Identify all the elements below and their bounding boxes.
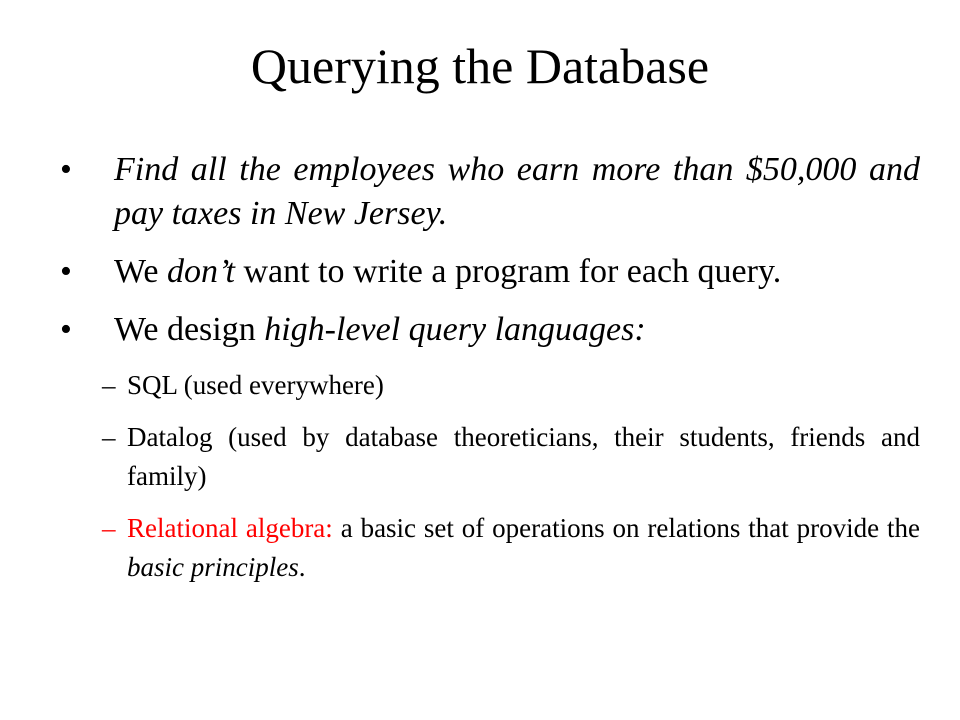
dash-icon: – <box>102 422 116 452</box>
bullet-query-languages <box>60 308 920 352</box>
sub-bullet-datalog <box>60 418 920 496</box>
bullet-text-end: want to write a program for each query. <box>234 253 782 290</box>
slide-title: Querying the Database <box>250 38 710 94</box>
bullet-icon: • <box>60 253 72 290</box>
sub-bullet-text-end: . <box>298 552 306 582</box>
bullet-text: Find all the employees who earn more than $50,000 and pay taxes in New Jersey. <box>114 151 920 232</box>
sub-bullet-text-emphasis: basic principles <box>127 552 299 582</box>
dash-icon: – <box>102 513 116 543</box>
bullet-text-emphasis: don’t <box>166 253 235 290</box>
bullet-text-start: We design <box>114 311 265 348</box>
bullet-text-emphasis: high-level query languages: <box>264 311 646 348</box>
bullet-list <box>60 148 920 600</box>
bullet-no-program <box>60 250 920 294</box>
sub-bullet-sql <box>60 366 920 405</box>
bullet-icon: • <box>60 311 72 348</box>
dash-icon: – <box>102 370 116 400</box>
bullet-icon: • <box>60 151 72 188</box>
sub-bullet-text-start: a basic set of operations on relations that provide the <box>332 513 920 543</box>
sub-bullet-relational-algebra <box>60 509 920 587</box>
bullet-text-start: We <box>114 253 167 290</box>
sub-bullet-text: SQL (used everywhere) <box>127 370 384 400</box>
sub-bullet-text: Datalog (used by database theoreticians, their students, friends and family) <box>127 422 920 491</box>
bullet-employees-query <box>60 148 920 236</box>
highlight-term: Relational algebra: <box>127 513 333 543</box>
